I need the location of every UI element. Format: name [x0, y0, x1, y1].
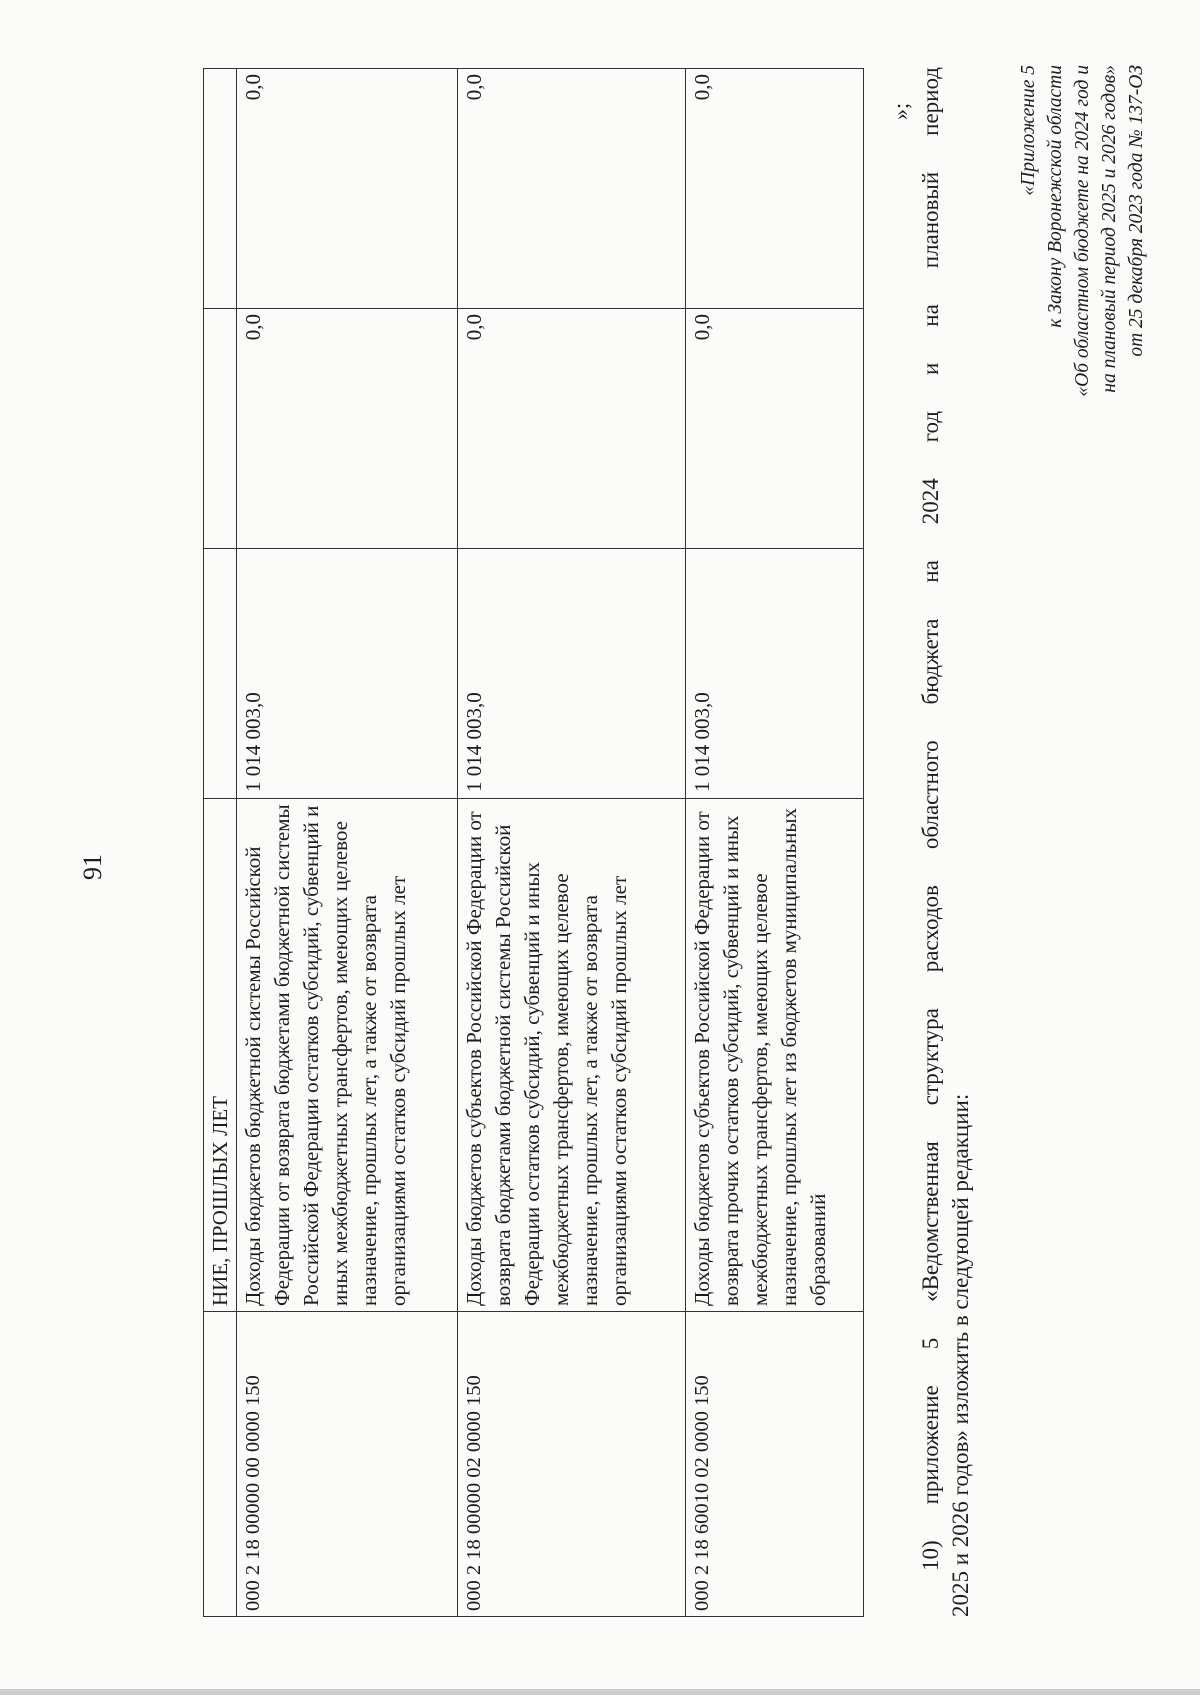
page-number: 91 [78, 854, 107, 880]
row-name: Доходы бюджетов субъектов Российской Федерации от возврата прочих остатков субсидий, субвенций и иных межбюджетных трансфертов, имеющих целевое назначение, прошлых лет из бюджетов муниципальных образований [686, 799, 864, 1312]
appendix-note-title: «Приложение 5 [1018, 65, 1039, 196]
amendment-paragraph-line-2: 2025 и 2026 годов» изложить в следующей редакции: [948, 1093, 973, 1617]
appendix-note-date: от 25 декабря 2023 года № 137-ОЗ [1126, 65, 1147, 357]
header-cell-2026 [204, 69, 237, 309]
row-value-2025: 0,0 [458, 309, 686, 549]
table-closing-quote: »; [888, 102, 913, 120]
table-header-row [204, 69, 237, 1617]
table-row [237, 69, 458, 1617]
appendix-note [1015, 65, 1150, 545]
header-cell-code [204, 1312, 237, 1617]
table-row [686, 69, 864, 1617]
row-value-2024: 1 014 003,0 [686, 549, 864, 799]
appendix-note-law-title-1: «Об областном бюджете на 2024 год и [1072, 65, 1093, 397]
scan-edge-shadow [0, 1689, 1200, 1695]
row-value-2026: 0,0 [237, 69, 458, 309]
row-name: Доходы бюджетов бюджетной системы Российской Федерации от возврата бюджетами бюджетной системы Российской Федерации остатков субсидий, субвенций и иных межбюджетных трансфертов, имеющих целевое назначение, прошлых лет, а также от возврата организациями остатков субсидий прошлых лет [237, 799, 458, 1312]
row-code: 000 2 18 60010 02 0000 150 [686, 1312, 864, 1617]
row-code: 000 2 18 00000 02 0000 150 [458, 1312, 686, 1617]
header-cell-2024 [204, 549, 237, 799]
revenue-table [203, 68, 864, 1617]
row-value-2026: 0,0 [686, 69, 864, 309]
header-cell-name: НИЕ, ПРОШЛЫХ ЛЕТ [204, 799, 237, 1312]
row-code: 000 2 18 00000 00 0000 150 [237, 1312, 458, 1617]
amendment-paragraph [916, 67, 976, 1617]
row-value-2026: 0,0 [458, 69, 686, 309]
header-cell-2025 [204, 309, 237, 549]
row-value-2024: 1 014 003,0 [458, 549, 686, 799]
amendment-paragraph-line-1: 10) приложение 5 «Ведомственная структура расходов областного бюджета на 2024 год и на плановый период [918, 67, 943, 1571]
row-name: Доходы бюджетов субъектов Российской Федерации от возврата бюджетами бюджетной системы Российской Федерации остатков субсидий, субвенций и иных межбюджетных трансфертов, имеющих целевое назначение, прошлых лет, а также от возврата организациями остатков субсидий прошлых лет [458, 799, 686, 1312]
appendix-note-law-title-2: на плановый период 2025 и 2026 годов» [1099, 65, 1120, 393]
table-row [458, 69, 686, 1617]
row-value-2025: 0,0 [237, 309, 458, 549]
row-value-2024: 1 014 003,0 [237, 549, 458, 799]
row-value-2025: 0,0 [686, 309, 864, 549]
appendix-note-law: к Закону Воронежской области [1045, 65, 1066, 328]
